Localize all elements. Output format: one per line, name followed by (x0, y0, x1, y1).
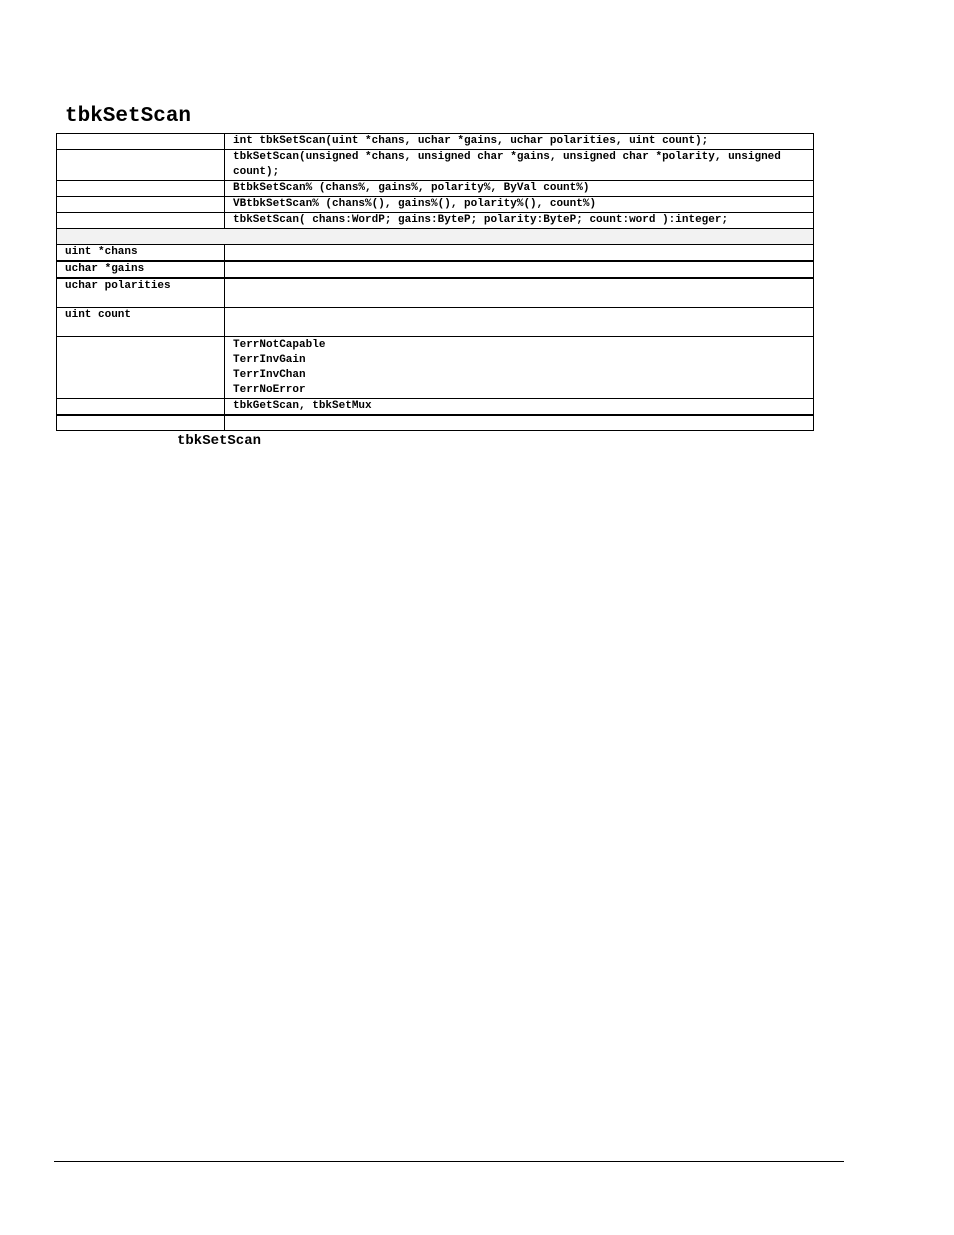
row-label-vb (57, 197, 225, 213)
param-row (57, 278, 814, 308)
returns-list (225, 337, 814, 399)
page-title: tbkSetScan (65, 105, 192, 128)
table-caption: tbkSetScan (177, 433, 262, 449)
prototype-cpp: tbkSetScan(unsigned *chans, unsigned char *gains, unsigned char *polarity, unsigned count); (225, 150, 814, 181)
returns-label (57, 337, 225, 399)
see-also-row (57, 399, 814, 416)
param-name: uchar polarities (57, 278, 225, 308)
return-value: TerrNoError (233, 384, 306, 396)
table-row (57, 134, 814, 150)
table-row (57, 197, 814, 213)
table-row (57, 213, 814, 229)
param-row (57, 308, 814, 337)
parameters-header (57, 229, 814, 245)
prototype-qbasic: BtbkSetScan% (chans%, gains%, polarity%, ByVal count%) (225, 181, 814, 197)
footer-divider (54, 1161, 844, 1162)
program-references-label (57, 415, 225, 431)
return-value: TerrNotCapable (233, 339, 326, 351)
table-row (57, 181, 814, 197)
return-value: TerrInvGain (233, 354, 306, 366)
prototype-pascal: tbkSetScan( chans:WordP; gains:ByteP; polarity:ByteP; count:word ):integer; (225, 213, 814, 229)
function-reference-table (56, 133, 814, 431)
param-desc (225, 245, 814, 262)
section-header-row (57, 229, 814, 245)
return-value: TerrInvChan (233, 369, 306, 381)
program-references-row (57, 415, 814, 431)
param-desc (225, 308, 814, 337)
param-desc (225, 278, 814, 308)
program-references-value (225, 415, 814, 431)
table-row (57, 150, 814, 181)
see-also-value: tbkGetScan, tbkSetMux (225, 399, 814, 416)
param-desc (225, 261, 814, 278)
param-name: uint count (57, 308, 225, 337)
param-row (57, 261, 814, 278)
param-name: uint *chans (57, 245, 225, 262)
returns-row (57, 337, 814, 399)
row-label-pascal (57, 213, 225, 229)
row-label-qbasic (57, 181, 225, 197)
prototype-vb: VBtbkSetScan% (chans%(), gains%(), polarity%(), count%) (225, 197, 814, 213)
param-row (57, 245, 814, 262)
row-label-c (57, 134, 225, 150)
param-name: uchar *gains (57, 261, 225, 278)
prototype-c: int tbkSetScan(uint *chans, uchar *gains, uchar polarities, uint count); (225, 134, 814, 150)
row-label-cpp (57, 150, 225, 181)
see-also-label (57, 399, 225, 416)
